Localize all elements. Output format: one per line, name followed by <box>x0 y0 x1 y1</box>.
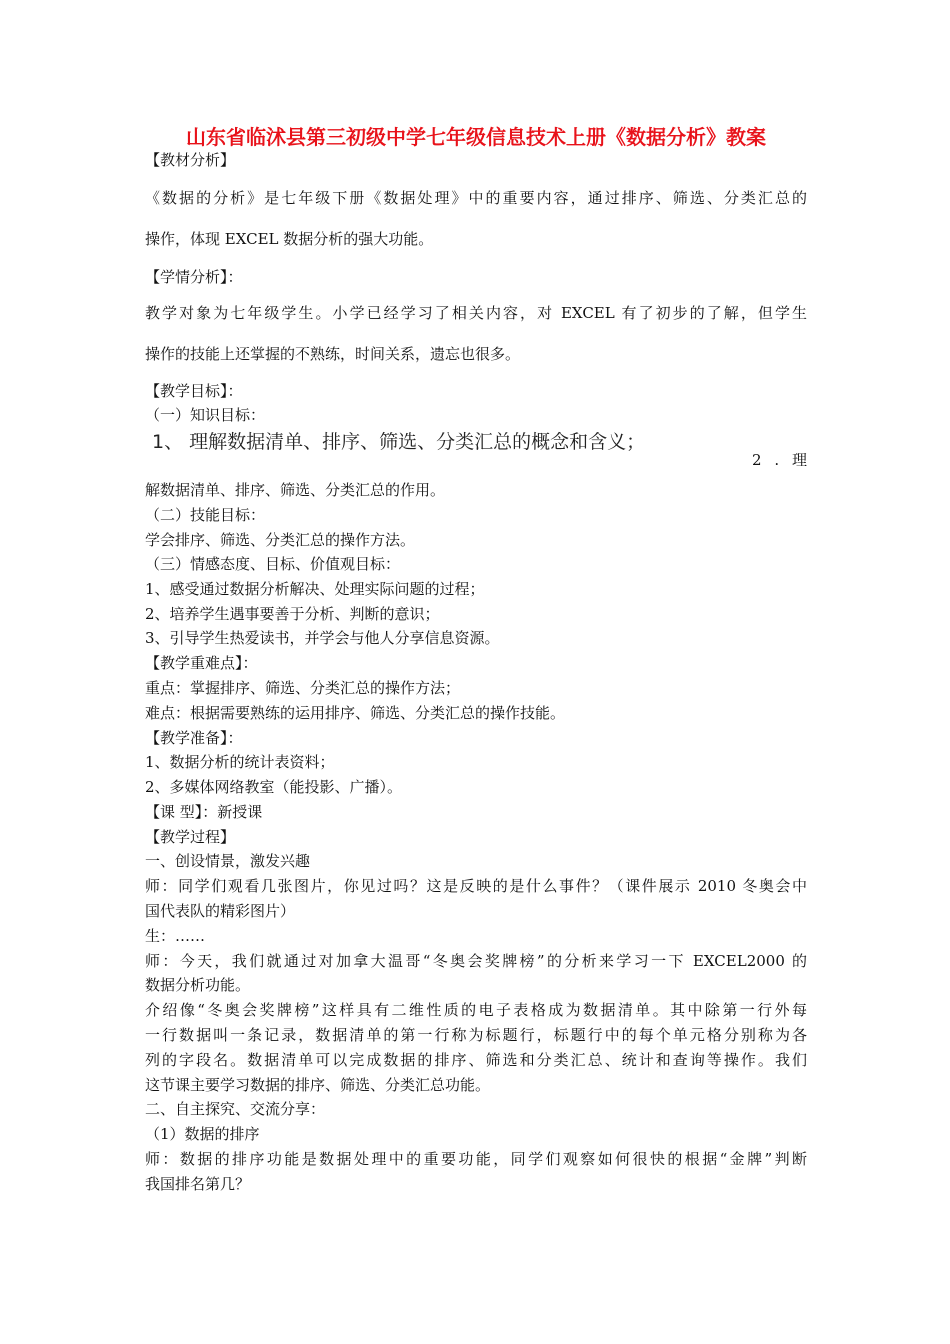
paragraph-line: 操作，体现 EXCEL 数据分析的强大功能。 <box>145 230 434 248</box>
document-title: 山东省临沭县第三初级中学七年级信息技术上册《数据分析》教案 <box>186 125 766 149</box>
list-item: 1、数据分析的统计表资料； <box>145 753 335 771</box>
section-heading: 【教学重难点】： <box>145 654 258 672</box>
paragraph-line: 列的字段名。数据清单可以完成数据的排序、筛选和分类汇总、统计和查询等操作。我们 <box>145 1051 807 1069</box>
paragraph-line: 难点：根据需要熟练的运用排序、筛选、分类汇总的操作技能。 <box>145 704 566 722</box>
paragraph-line: 介绍像“冬奥会奖牌榜”这样具有二维性质的电子表格成为数据清单。其中除第一行外每 <box>145 1001 807 1019</box>
paragraph-line: 这节课主要学习数据的排序、筛选、分类汇总功能。 <box>145 1076 491 1094</box>
paragraph-line: 一行数据叫一条记录，数据清单的第一行称为标题行，标题行中的每个单元格分别称为各 <box>145 1026 807 1044</box>
list-item: 1、感受通过数据分析解决、处理实际问题的过程； <box>145 580 485 598</box>
section-heading: 【教材分析】 <box>145 151 236 169</box>
section-heading: 【课 型】：新授课 <box>145 803 263 821</box>
paragraph-line: 重点：掌握排序、筛选、分类汇总的操作方法； <box>145 679 461 697</box>
subsection-heading: 二、自主探究、交流分享： <box>145 1100 326 1118</box>
paragraph-line: 师：数据的排序功能是数据处理中的重要功能，同学们观察如何很快的根据“金牌”判断 <box>145 1150 807 1168</box>
paragraph-line: 《数据的分析》是七年级下册《数据处理》中的重要内容，通过排序、筛选、分类汇总的 <box>145 189 807 207</box>
paragraph-line: 师：同学们观看几张图片，你见过吗？这是反映的是什么事件？（课件展示 2010 冬奥会中 <box>145 877 807 895</box>
paragraph-line: 数据分析功能。 <box>145 976 251 994</box>
paragraph-line: 生：…… <box>145 927 206 945</box>
subsection-heading: （1）数据的排序 <box>145 1125 260 1143</box>
list-item: 2、多媒体网络教室（能投影、广播）。 <box>145 778 403 796</box>
paragraph-line: 我国排名第几？ <box>145 1175 251 1193</box>
list-item: 2、培养学生遇事要善于分析、判断的意识； <box>145 605 440 623</box>
subsection-heading: （三）情感态度、目标、价值观目标： <box>145 555 401 573</box>
section-heading: 【教学准备】： <box>145 729 243 747</box>
paragraph-line: 解数据清单、排序、筛选、分类汇总的作用。 <box>145 481 446 499</box>
subsection-heading: （一）知识目标： <box>145 406 266 424</box>
paragraph-line: 国代表队的精彩图片） <box>145 902 296 920</box>
paragraph-line: 师：今天，我们就通过对加拿大温哥“冬奥会奖牌榜”的分析来学习一下 EXCEL2000 的 <box>145 952 807 970</box>
subsection-heading: 一、创设情景，激发兴趣 <box>145 852 311 870</box>
subsection-heading: （二）技能目标： <box>145 506 266 524</box>
paragraph-line: 操作的技能上还掌握的不熟练，时间关系，遗忘也很多。 <box>145 345 521 363</box>
paragraph-line: 教学对象为七年级学生。小学已经学习了相关内容，对 EXCEL 有了初步的了解，但学生 <box>145 304 807 322</box>
section-heading: 【教学过程】 <box>145 828 236 846</box>
list-item: 3、引导学生热爱读书，并学会与他人分享信息资源。 <box>145 629 500 647</box>
paragraph-line: 学会排序、筛选、分类汇总的操作方法。 <box>145 531 416 549</box>
knowledge-goal-1: 1、 理解数据清单、排序、筛选、分类汇总的概念和含义； <box>152 431 646 453</box>
section-heading: 【学情分析】： <box>145 268 243 286</box>
knowledge-goal-2-number: 2 . 理 <box>752 451 807 469</box>
section-heading: 【教学目标】： <box>145 382 243 400</box>
